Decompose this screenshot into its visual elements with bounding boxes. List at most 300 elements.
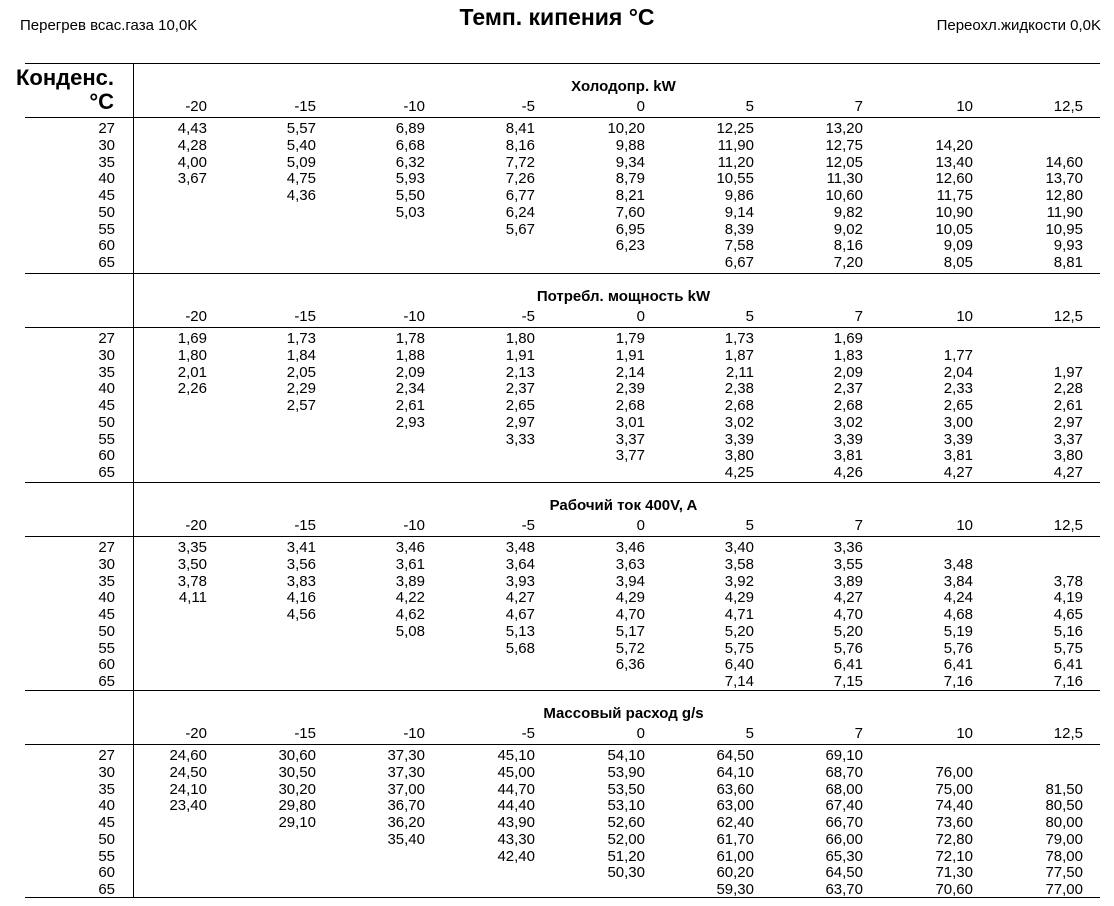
table-cell: 10,95 <box>1045 220 1083 238</box>
table-cell: 61,00 <box>716 847 754 865</box>
row-label: 60 <box>98 864 115 882</box>
section-title: Рабочий ток 400V, A <box>549 497 698 514</box>
column-header: -20 <box>185 98 207 115</box>
table-cell: 45,10 <box>497 747 535 764</box>
table-cell: 1,69 <box>177 330 207 347</box>
table-cell: 1,73 <box>724 330 754 347</box>
table-cell: 1,77 <box>943 346 973 364</box>
row-label: 35 <box>98 153 115 171</box>
table-cell: 7,16 <box>943 673 973 690</box>
table-cell: 4,11 <box>178 589 207 607</box>
section-title: Холодопр. kW <box>571 78 676 95</box>
row-label: 35 <box>98 780 115 798</box>
table-cell: 9,09 <box>943 237 973 255</box>
table-cell: 68,70 <box>825 763 863 781</box>
row-label: 30 <box>98 763 115 781</box>
table-cell: 67,40 <box>825 797 863 815</box>
table-cell: 3,00 <box>943 413 973 431</box>
table-cell: 4,75 <box>286 170 316 188</box>
table-cell: 8,41 <box>505 120 535 137</box>
table-cell: 3,77 <box>615 447 645 465</box>
table-cell: 9,14 <box>724 203 754 221</box>
table-cell: 5,76 <box>943 639 973 657</box>
table-cell: 10,60 <box>825 187 863 204</box>
table-cell: 72,10 <box>935 847 973 865</box>
row-label: 45 <box>98 814 115 831</box>
table-cell: 3,50 <box>177 555 207 573</box>
table-cell: 6,32 <box>395 153 425 171</box>
column-header: 7 <box>854 308 863 325</box>
table-cell: 3,78 <box>1053 572 1083 590</box>
column-header: -10 <box>403 98 425 115</box>
row-label: 65 <box>98 881 115 898</box>
row-label: 45 <box>98 187 115 204</box>
column-divider <box>133 63 134 898</box>
table-cell: 4,22 <box>395 589 425 607</box>
row-label: 50 <box>98 413 115 431</box>
table-cell: 44,70 <box>497 780 535 798</box>
table-cell: 53,50 <box>607 780 645 798</box>
table-cell: 6,24 <box>505 203 535 221</box>
table-cell: 5,08 <box>395 622 425 640</box>
table-cell: 3,40 <box>724 539 754 556</box>
table-cell: 4,26 <box>833 464 863 481</box>
table-cell: 45,00 <box>497 763 535 781</box>
row-label: 35 <box>98 572 115 590</box>
table-cell: 2,28 <box>1053 380 1083 398</box>
table-cell: 3,01 <box>615 413 645 431</box>
table-cell: 5,20 <box>724 622 754 640</box>
table-cell: 4,67 <box>505 606 535 623</box>
table-cell: 3,78 <box>177 572 207 590</box>
table-cell: 2,38 <box>724 380 754 398</box>
table-cell: 4,27 <box>943 464 973 481</box>
subcooling-label: Переохл.жидкости 0,0K <box>936 17 1101 34</box>
row-label: 30 <box>98 555 115 573</box>
table-cell: 3,67 <box>177 170 207 188</box>
table-cell: 3,80 <box>1053 447 1083 465</box>
table-cell: 63,70 <box>825 881 863 898</box>
table-cell: 4,36 <box>286 187 316 204</box>
section-header-border <box>25 327 1100 328</box>
table-cell: 3,58 <box>724 555 754 573</box>
table-cell: 5,17 <box>615 622 645 640</box>
table-cell: 4,19 <box>1053 589 1083 607</box>
column-header: 12,5 <box>1053 98 1083 115</box>
section-header-border <box>25 744 1100 745</box>
column-header: 0 <box>636 517 645 534</box>
table-cell: 63,60 <box>716 780 754 798</box>
table-cell: 14,60 <box>1045 153 1083 171</box>
row-label: 55 <box>98 430 115 448</box>
table-cell: 6,67 <box>724 254 754 271</box>
table-cell: 6,95 <box>615 220 645 238</box>
column-header: 10 <box>956 308 973 325</box>
table-cell: 6,77 <box>505 187 535 204</box>
table-cell: 2,09 <box>833 363 863 381</box>
table-cell: 2,37 <box>833 380 863 398</box>
table-cell: 37,30 <box>387 763 425 781</box>
table-cell: 5,93 <box>395 170 425 188</box>
table-cell: 1,97 <box>1053 363 1083 381</box>
table-cell: 73,60 <box>935 814 973 831</box>
row-label: 27 <box>98 539 115 556</box>
table-cell: 6,36 <box>615 656 645 674</box>
table-cell: 8,79 <box>615 170 645 188</box>
table-cell: 2,65 <box>943 397 973 414</box>
table-cell: 5,20 <box>833 622 863 640</box>
table-cell: 80,00 <box>1045 814 1083 831</box>
table-cell: 8,16 <box>505 136 535 154</box>
table-cell: 3,84 <box>943 572 973 590</box>
table-cell: 43,30 <box>497 830 535 848</box>
table-cell: 12,25 <box>716 120 754 137</box>
section-top-border <box>25 690 1100 691</box>
table-cell: 2,13 <box>505 363 535 381</box>
table-cell: 60,20 <box>716 864 754 882</box>
column-header: -10 <box>403 517 425 534</box>
table-cell: 4,43 <box>177 120 207 137</box>
table-cell: 71,30 <box>935 864 973 882</box>
table-cell: 30,50 <box>278 763 316 781</box>
row-label: 60 <box>98 656 115 674</box>
table-cell: 4,56 <box>286 606 316 623</box>
table-cell: 63,00 <box>716 797 754 815</box>
table-cell: 75,00 <box>935 780 973 798</box>
column-header: 7 <box>854 517 863 534</box>
table-cell: 1,91 <box>505 346 535 364</box>
section-header-border <box>25 117 1100 118</box>
table-cell: 3,46 <box>395 539 425 556</box>
row-label: 55 <box>98 639 115 657</box>
table-cell: 24,50 <box>169 763 207 781</box>
table-cell: 52,00 <box>607 830 645 848</box>
table-cell: 1,69 <box>833 330 863 347</box>
section-top-border <box>25 273 1100 274</box>
table-cell: 7,20 <box>833 254 863 271</box>
table-cell: 7,16 <box>1053 673 1083 690</box>
row-label: 40 <box>98 380 115 398</box>
table-cell: 64,50 <box>825 864 863 882</box>
table-cell: 1,88 <box>395 346 425 364</box>
table-cell: 3,55 <box>833 555 863 573</box>
table-cell: 6,41 <box>1053 656 1083 674</box>
table-cell: 4,27 <box>505 589 535 607</box>
table-cell: 5,75 <box>724 639 754 657</box>
table-cell: 5,72 <box>615 639 645 657</box>
table-cell: 4,29 <box>615 589 645 607</box>
table-cell: 4,71 <box>724 606 754 623</box>
row-label: 45 <box>98 606 115 623</box>
table-cell: 3,39 <box>724 430 754 448</box>
table-cell: 54,10 <box>607 747 645 764</box>
table-cell: 76,00 <box>935 763 973 781</box>
table-cell: 3,80 <box>724 447 754 465</box>
table-cell: 78,00 <box>1045 847 1083 865</box>
table-cell: 4,28 <box>177 136 207 154</box>
table-cell: 8,39 <box>724 220 754 238</box>
column-header: 5 <box>745 98 754 115</box>
table-cell: 5,67 <box>505 220 535 238</box>
table-cell: 4,00 <box>177 153 207 171</box>
table-cell: 53,90 <box>607 763 645 781</box>
table-cell: 4,24 <box>943 589 973 607</box>
table-cell: 3,39 <box>943 430 973 448</box>
row-label: 40 <box>98 589 115 607</box>
table-cell: 50,30 <box>607 864 645 882</box>
column-header: 10 <box>956 517 973 534</box>
column-header: 0 <box>636 308 645 325</box>
table-cell: 2,39 <box>615 380 645 398</box>
row-label: 30 <box>98 346 115 364</box>
table-cell: 36,70 <box>387 797 425 815</box>
table-cell: 10,90 <box>935 203 973 221</box>
table-cell: 2,61 <box>395 397 425 414</box>
row-label: 27 <box>98 120 115 137</box>
row-label: 45 <box>98 397 115 414</box>
table-cell: 11,90 <box>717 136 754 154</box>
table-cell: 5,03 <box>395 203 425 221</box>
table-cell: 3,33 <box>505 430 535 448</box>
column-header: 12,5 <box>1053 308 1083 325</box>
table-cell: 11,30 <box>826 170 863 188</box>
table-cell: 29,80 <box>278 797 316 815</box>
table-cell: 29,10 <box>278 814 316 831</box>
table-cell: 69,10 <box>825 747 863 764</box>
column-header: -5 <box>521 517 535 534</box>
table-cell: 5,19 <box>943 622 973 640</box>
column-header: -10 <box>403 725 425 742</box>
column-header: 5 <box>745 725 754 742</box>
table-cell: 5,13 <box>505 622 535 640</box>
table-bottom-border <box>25 897 1100 898</box>
table-cell: 2,04 <box>943 363 973 381</box>
table-cell: 3,92 <box>724 572 754 590</box>
column-header: 12,5 <box>1053 725 1083 742</box>
table-cell: 9,93 <box>1053 237 1083 255</box>
table-cell: 2,09 <box>395 363 425 381</box>
table-cell: 77,50 <box>1045 864 1083 882</box>
table-cell: 5,75 <box>1053 639 1083 657</box>
table-cell: 13,40 <box>935 153 973 171</box>
table-cell: 2,97 <box>505 413 535 431</box>
column-header: -20 <box>185 308 207 325</box>
table-cell: 4,25 <box>724 464 754 481</box>
table-cell: 8,16 <box>833 237 863 255</box>
row-label: 65 <box>98 254 115 271</box>
table-cell: 4,27 <box>833 589 863 607</box>
table-cell: 7,14 <box>724 673 754 690</box>
table-cell: 72,80 <box>935 830 973 848</box>
table-cell: 2,01 <box>177 363 207 381</box>
table-cell: 74,40 <box>935 797 973 815</box>
table-cell: 4,27 <box>1053 464 1083 481</box>
column-header: -5 <box>521 725 535 742</box>
table-cell: 13,70 <box>1045 170 1083 188</box>
table-cell: 4,68 <box>943 606 973 623</box>
table-cell: 3,93 <box>505 572 535 590</box>
table-cell: 36,20 <box>387 814 425 831</box>
table-cell: 3,46 <box>615 539 645 556</box>
column-header: -15 <box>294 725 316 742</box>
table-cell: 3,41 <box>286 539 316 556</box>
column-header: 0 <box>636 98 645 115</box>
column-header: -20 <box>185 725 207 742</box>
table-cell: 3,89 <box>395 572 425 590</box>
table-cell: 3,94 <box>615 572 645 590</box>
row-label: 30 <box>98 136 115 154</box>
table-cell: 43,90 <box>497 814 535 831</box>
table-cell: 6,89 <box>395 120 425 137</box>
table-cell: 1,87 <box>724 346 754 364</box>
page-title: Темп. кипения °C <box>459 4 655 30</box>
table-cell: 70,60 <box>935 881 973 898</box>
table-cell: 12,75 <box>825 136 863 154</box>
table-cell: 9,86 <box>724 187 754 204</box>
row-label: 27 <box>98 747 115 764</box>
table-cell: 5,68 <box>505 639 535 657</box>
table-cell: 5,76 <box>833 639 863 657</box>
table-cell: 4,70 <box>833 606 863 623</box>
table-cell: 5,16 <box>1053 622 1083 640</box>
table-cell: 9,88 <box>615 136 645 154</box>
table-cell: 2,26 <box>177 380 207 398</box>
table-cell: 1,84 <box>286 346 316 364</box>
table-cell: 11,20 <box>717 153 754 171</box>
table-cell: 2,93 <box>395 413 425 431</box>
table-cell: 9,82 <box>833 203 863 221</box>
table-cell: 2,05 <box>286 363 316 381</box>
table-cell: 44,40 <box>497 797 535 815</box>
table-cell: 14,20 <box>935 136 973 154</box>
table-cell: 1,78 <box>395 330 425 347</box>
row-label: 50 <box>98 830 115 848</box>
row-label: 55 <box>98 847 115 865</box>
table-cell: 2,65 <box>505 397 535 414</box>
row-label: 27 <box>98 330 115 347</box>
row-label: 40 <box>98 170 115 188</box>
table-cell: 1,83 <box>833 346 863 364</box>
column-header: 0 <box>636 725 645 742</box>
section-top-border <box>25 63 1100 64</box>
condensing-temp-unit: °C <box>89 89 114 114</box>
table-cell: 6,40 <box>724 656 754 674</box>
table-cell: 3,02 <box>724 413 754 431</box>
table-cell: 52,60 <box>607 814 645 831</box>
condensing-temp-label: Конденс. <box>16 65 114 90</box>
column-header: -15 <box>294 517 316 534</box>
table-cell: 24,60 <box>169 747 207 764</box>
table-cell: 12,60 <box>935 170 973 188</box>
table-cell: 5,50 <box>395 187 425 204</box>
column-header: 10 <box>956 98 973 115</box>
table-cell: 7,26 <box>505 170 535 188</box>
table-cell: 37,30 <box>387 747 425 764</box>
row-label: 65 <box>98 673 115 690</box>
table-cell: 42,40 <box>497 847 535 865</box>
table-cell: 2,61 <box>1053 397 1083 414</box>
table-cell: 2,29 <box>286 380 316 398</box>
table-cell: 62,40 <box>716 814 754 831</box>
table-cell: 9,34 <box>615 153 645 171</box>
table-cell: 3,89 <box>833 572 863 590</box>
table-cell: 77,00 <box>1045 881 1083 898</box>
column-header: -15 <box>294 308 316 325</box>
table-cell: 3,48 <box>505 539 535 556</box>
table-cell: 10,55 <box>716 170 754 188</box>
table-cell: 4,70 <box>615 606 645 623</box>
column-header: 5 <box>745 308 754 325</box>
table-cell: 65,30 <box>825 847 863 865</box>
superheat-label: Перегрев всас.газа 10,0K <box>20 17 198 34</box>
table-cell: 3,61 <box>395 555 425 573</box>
table-cell: 2,68 <box>833 397 863 414</box>
table-cell: 53,10 <box>607 797 645 815</box>
table-cell: 3,35 <box>177 539 207 556</box>
row-label: 40 <box>98 797 115 815</box>
table-cell: 3,56 <box>286 555 316 573</box>
table-cell: 61,70 <box>716 830 754 848</box>
table-cell: 51,20 <box>607 847 645 865</box>
column-header: -20 <box>185 517 207 534</box>
table-cell: 68,00 <box>825 780 863 798</box>
row-label: 55 <box>98 220 115 238</box>
table-cell: 1,79 <box>615 330 645 347</box>
section-title: Потребл. мощность kW <box>536 288 711 305</box>
table-cell: 3,81 <box>943 447 973 465</box>
table-cell: 6,41 <box>943 656 973 674</box>
row-label: 50 <box>98 622 115 640</box>
table-cell: 1,73 <box>286 330 316 347</box>
row-label: 60 <box>98 237 115 255</box>
table-cell: 3,39 <box>833 430 863 448</box>
table-cell: 3,02 <box>833 413 863 431</box>
table-cell: 3,83 <box>286 572 316 590</box>
table-cell: 4,62 <box>395 606 425 623</box>
column-header: 10 <box>956 725 973 742</box>
table-cell: 11,90 <box>1046 203 1083 221</box>
table-cell: 6,41 <box>833 656 863 674</box>
table-cell: 7,60 <box>615 203 645 221</box>
table-cell: 64,50 <box>716 747 754 764</box>
table-cell: 2,97 <box>1053 413 1083 431</box>
table-cell: 8,21 <box>615 187 645 204</box>
table-cell: 11,75 <box>936 187 973 204</box>
table-cell: 23,40 <box>169 797 207 815</box>
row-label: 50 <box>98 203 115 221</box>
row-label: 60 <box>98 447 115 465</box>
table-cell: 13,20 <box>825 120 863 137</box>
table-cell: 8,81 <box>1053 254 1083 271</box>
table-cell: 2,68 <box>615 397 645 414</box>
table-cell: 2,37 <box>505 380 535 398</box>
section-title: Массовый расход g/s <box>543 705 704 722</box>
table-cell: 7,72 <box>505 153 535 171</box>
table-cell: 6,23 <box>615 237 645 255</box>
row-label: 65 <box>98 464 115 481</box>
table-cell: 10,20 <box>607 120 645 137</box>
table-cell: 64,10 <box>716 763 754 781</box>
table-cell: 3,63 <box>615 555 645 573</box>
table-cell: 2,11 <box>725 363 754 381</box>
column-header: -15 <box>294 98 316 115</box>
table-cell: 1,80 <box>177 346 207 364</box>
table-cell: 7,15 <box>833 673 863 690</box>
table-cell: 3,48 <box>943 555 973 573</box>
column-header: 7 <box>854 725 863 742</box>
table-cell: 59,30 <box>716 881 754 898</box>
table-cell: 30,60 <box>278 747 316 764</box>
